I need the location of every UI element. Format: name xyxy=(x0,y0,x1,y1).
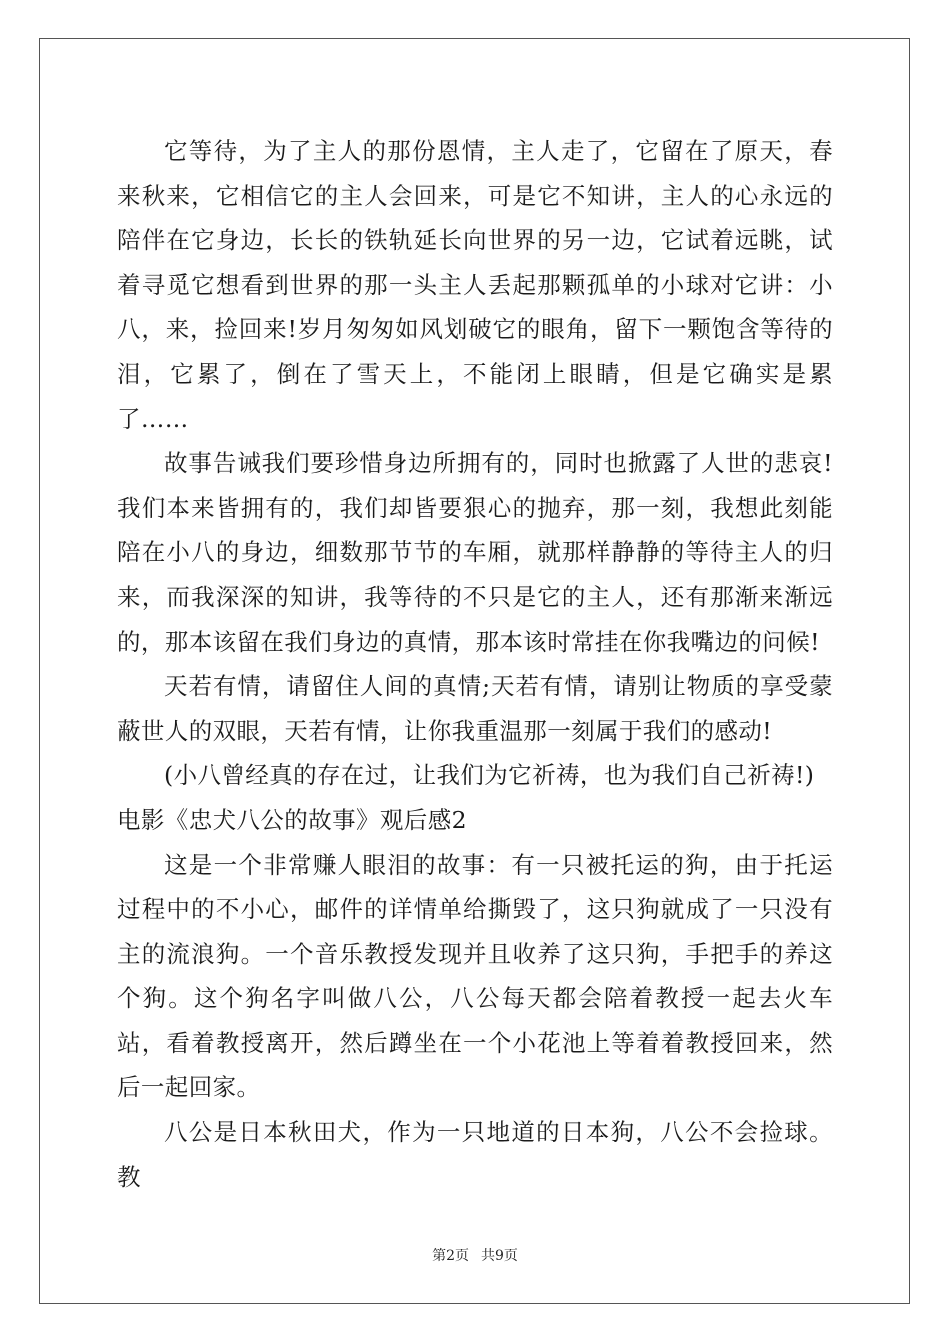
page-number: 第2页 xyxy=(432,1248,469,1264)
paragraph-lesson: 故事告诫我们要珍惜身边所拥有的，同时也掀露了人世的悲哀!我们本来皆拥有的，我们却皆要狠心的抛弃，那一刻，我想此刻能陪在小八的身边，细数那节节的车厢，就那样静静的等待主人的归来，而我深深的知讲，我等待的不只是它的主人，还有那渐来渐远的，那本该留在我们身边的真情，那本该时常挂在你我嘴边的问候! xyxy=(117,449,833,656)
page-total: 共9页 xyxy=(481,1248,518,1264)
page-footer xyxy=(0,1247,950,1265)
document-body xyxy=(117,129,833,1199)
paragraph-story: 这是一个非常赚人眼泪的故事：有一只被托运的狗，由于托运过程中的不小心，邮件的详情单给撕毁了，这只狗就成了一只没有主的流浪狗。一个音乐教授发现并且收养了这只狗，手把手的养这个狗。这个狗名字叫做八公，八公每天都会陪着教授一起去火车站，看着教授离开，然后蹲坐在一个小花池上等着着教授回来，然后一起回家。 xyxy=(117,850,833,1102)
section-title: 电影《忠犬八公的故事》观后感2 xyxy=(117,805,467,834)
paragraph-prayer: (小八曾经真的存在过，让我们为它祈祷，也为我们自己祈祷!) xyxy=(164,761,815,790)
paragraph-akita: 八公是日本秋田犬，作为一只地道的日本狗，八公不会捡球。教 xyxy=(117,1118,833,1191)
paragraph-heaven: 天若有情，请留住人间的真情;天若有情，请别让物质的享受蒙蔽世人的双眼，天若有情，让你我重温那一刻属于我们的感动! xyxy=(117,672,833,745)
paragraph-waiting: 它等待，为了主人的那份恩情，主人走了，它留在了原天，春来秋来，它相信它的主人会回来，可是它不知讲，主人的心永远的陪伴在它身边，长长的铁轨延长向世界的另一边，它试着远眺，试着寻觅它想看到世界的那一头主人丢起那颗孤单的小球对它讲：小八，来，捡回来!岁月匆匆如风划破它的眼角，留下一颗饱含等待的泪，它累了，倒在了雪天上，不能闭上眼睛，但是它确实是累了…… xyxy=(117,137,833,433)
